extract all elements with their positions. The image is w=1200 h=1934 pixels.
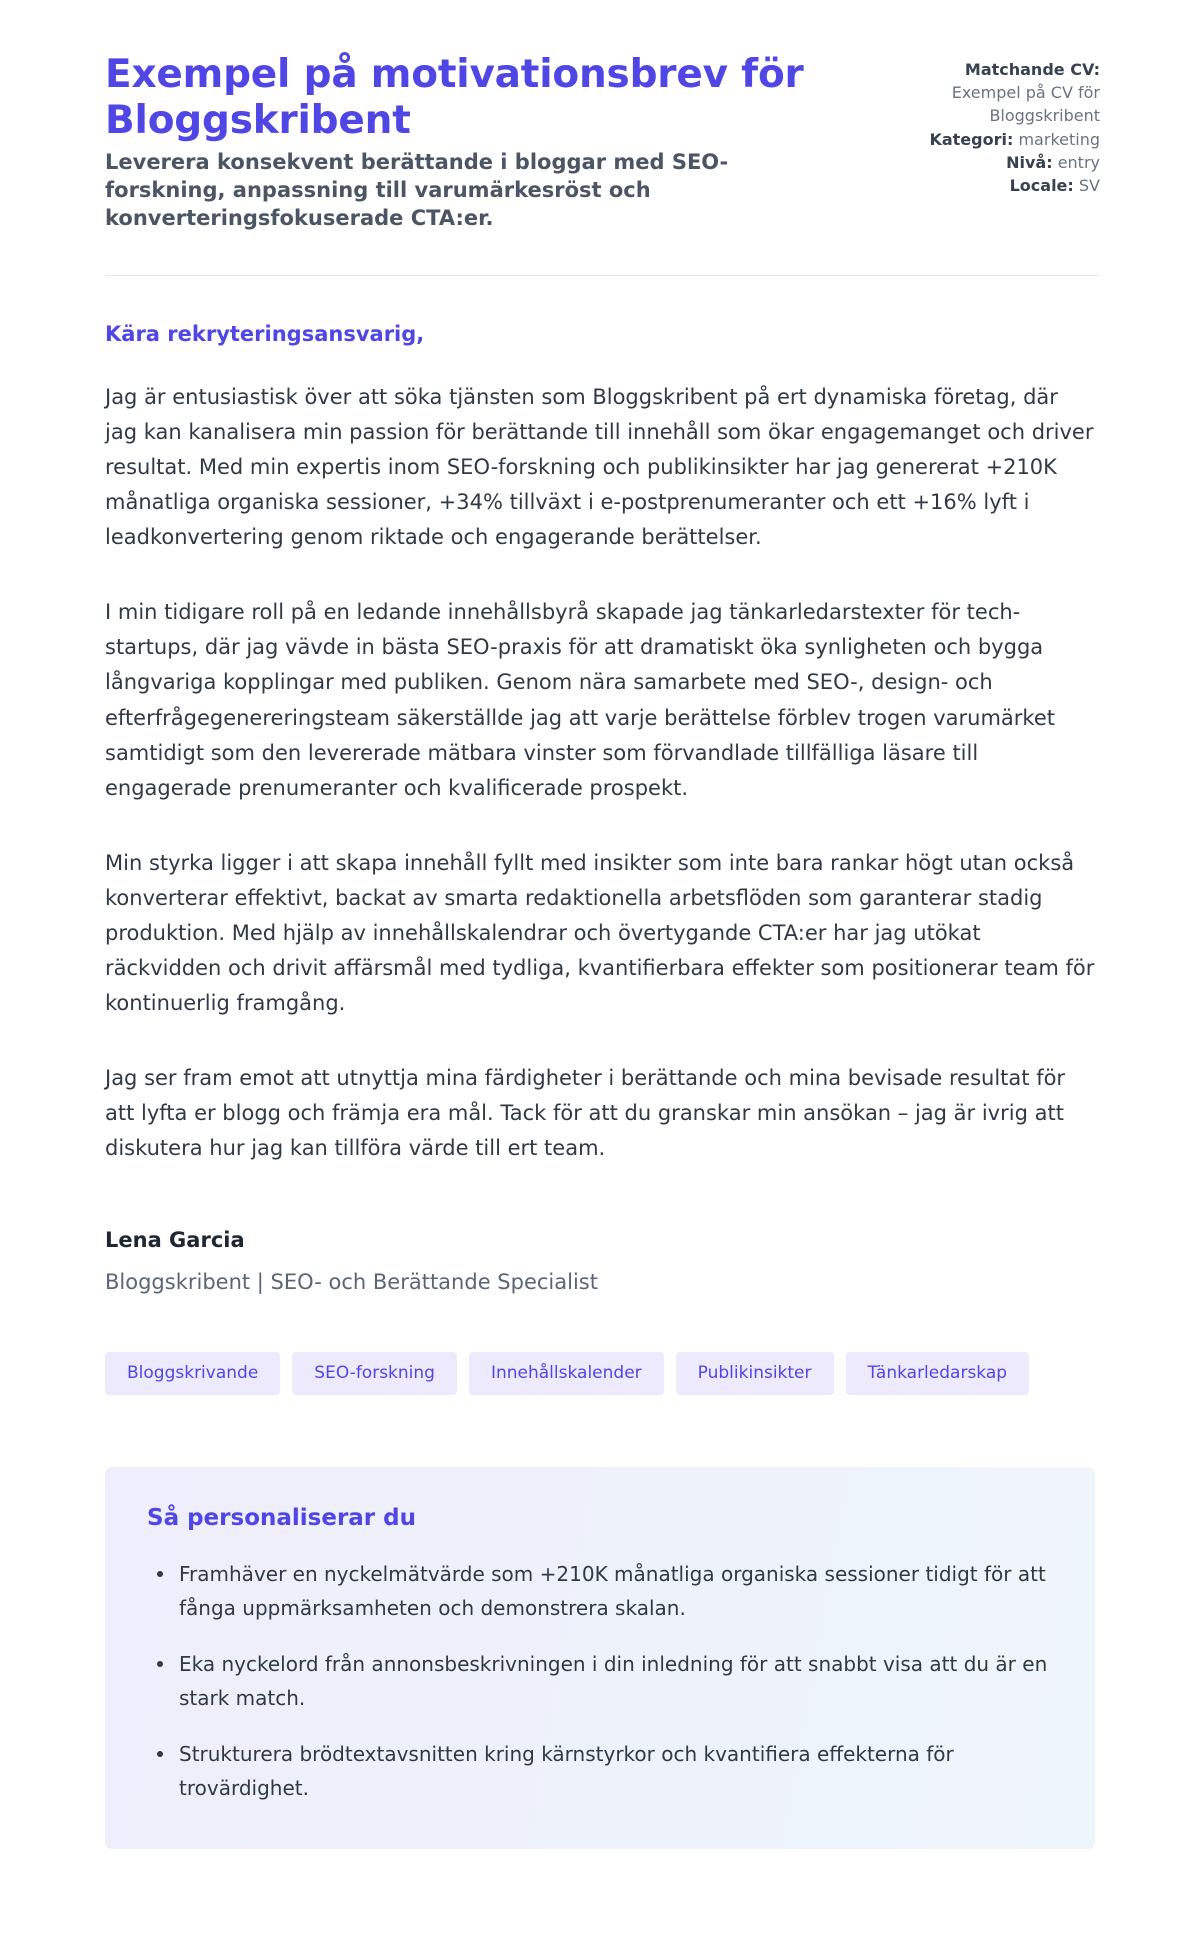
level-label: Nivå:: [1006, 152, 1053, 172]
metadata-matching-cv: [910, 58, 1100, 128]
category-value: marketing: [1018, 129, 1100, 149]
letter-paragraph: Jag ser fram emot att utnyttja mina färdigheter i berättande och mina bevisade resultat för att lyfta er blogg och främja era mål. Tack för att du granskar min ansökan – jag är ivrig att diskutera hur jag kan tillföra värde till ert team.: [105, 1066, 1066, 1161]
skill-tag[interactable]: Publikinsikter: [676, 1352, 834, 1395]
list-item: Eka nyckelord från annonsbeskrivningen i din inledning för att snabbt visa att du är en stark match.: [175, 1647, 1053, 1715]
skill-tag[interactable]: Tänkarledarskap: [846, 1352, 1030, 1395]
matching-cv-label: Matchande CV:: [964, 60, 1100, 79]
metadata-category: [910, 128, 1100, 151]
page-subtitle: Leverera konsekvent berättande i bloggar med SEO-forskning, anpassning till varumärkesröst och konverteringsfokuserade CTA:er.: [105, 150, 729, 231]
callout-title: Så personaliserar du: [147, 1505, 416, 1532]
letter-paragraph: I min tidigare roll på en ledande innehållsbyrå skapade jag tänkarledarstexter för tech-startups, där jag vävde in bästa SEO-praxis för att dramatiskt öka synligheten och bygga långvariga kopplingar med publiken. Genom nära samarbete med SEO-, design- och efterfrågegenereringsteam säkerställde jag att varje berättelse förblev trogen varumärket samtidigt som den levererade mätbara vinster som förvandlade tillfälliga läsare till engagerade prenumeranter och kvalificerade prospekt.: [105, 600, 1055, 800]
skill-tag[interactable]: Bloggskrivande: [105, 1352, 280, 1395]
metadata-level: [910, 151, 1100, 174]
locale-label: Locale:: [1009, 175, 1074, 195]
skill-tag-list: [0, 1294, 1200, 1395]
list-item: Framhäver en nyckelmätvärde som +210K månatliga organiska sessioner tidigt för att fånga uppmärksamheten och demonstrera skalan.: [175, 1557, 1053, 1625]
header-title-block: [105, 52, 805, 233]
matching-cv-value: Exempel på CV för Bloggskribent: [951, 83, 1100, 126]
letter-salutation: Kära rekryteringsansvarig,: [105, 322, 425, 347]
signature-block: [0, 1206, 1200, 1294]
list-item: Strukturera brödtextavsnitten kring kärnstyrkor och kvantifiera effekterna för trovärdighet.: [175, 1737, 1053, 1805]
callout-tip-list: [147, 1557, 1053, 1805]
letter-paragraph: Jag är entusiastisk över att söka tjänsten som Bloggskribent på ert dynamiska företag, där jag kan kanalisera min passion för berättande till innehåll som ökar engagemanget och driver resultat. Med min expertis inom SEO-forskning och publikinsikter har jag genererat +210K månatliga organiska sessioner, +34% tillväxt i e-postprenumeranter och ett +16% lyft i leadkonvertering genom riktade och engagerande berättelser.: [105, 385, 1094, 550]
document-header: [0, 0, 1200, 233]
personalization-callout: [105, 1467, 1095, 1849]
letter-body: [0, 276, 1200, 1166]
signature-role: Bloggskribent | SEO- och Berättande Specialist: [105, 1270, 598, 1295]
letter-paragraph: Min styrka ligger i att skapa innehåll fyllt med insikter som inte bara rankar högt utan också konverterar effektivt, backat av smarta redaktionella arbetsflöden som garanterar stadig produktion. Med hjälp av innehållskalendrar och övertygande CTA:er har jag utökat räckvidden och drivit affärsmål med tydliga, kvantifierbara effekter som positionerar team för kontinuerlig framgång.: [105, 850, 1095, 1015]
locale-value: SV: [1078, 175, 1100, 195]
category-label: Kategori:: [929, 129, 1014, 149]
skill-tag[interactable]: SEO-forskning: [292, 1352, 457, 1395]
document-metadata: [910, 52, 1100, 197]
level-value: entry: [1057, 152, 1100, 172]
skill-tag[interactable]: Innehållskalender: [469, 1352, 664, 1395]
metadata-locale: [910, 174, 1100, 197]
signature-name: Lena Garcia: [105, 1228, 245, 1253]
page-title: Exempel på motivationsbrev för Bloggskribent: [105, 52, 804, 143]
personalization-callout-wrapper: [0, 1395, 1200, 1849]
